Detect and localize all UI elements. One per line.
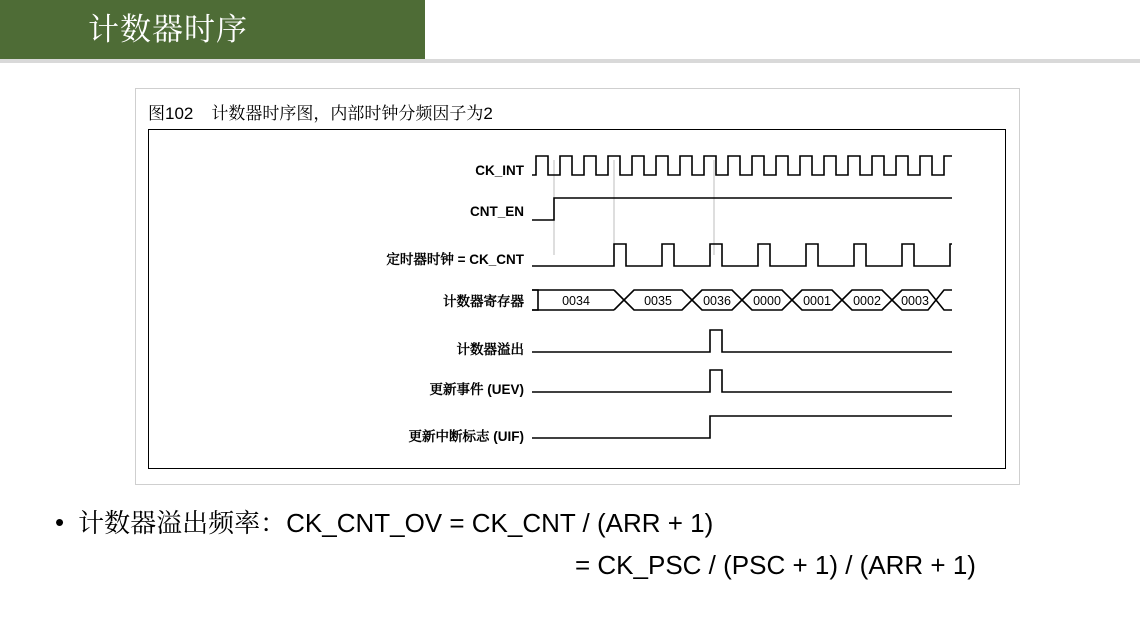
figure-panel xyxy=(135,88,1020,485)
bullet-row xyxy=(55,505,1115,541)
page-title: 计数器时序 xyxy=(88,12,248,47)
bullet-line-2: = CK_PSC / (PSC + 1) / (ARR + 1) xyxy=(575,550,976,580)
signal-label-column xyxy=(149,130,524,470)
bus-value: 0002 xyxy=(853,294,881,308)
bus-value: 0034 xyxy=(562,294,590,308)
label-cnt-en: CNT_EN xyxy=(469,204,524,219)
label-counter-register: 计数器寄存器 xyxy=(443,294,524,309)
wave-counter-register xyxy=(532,290,952,310)
timing-waveforms-svg xyxy=(532,130,952,470)
wave-update-event xyxy=(532,370,952,392)
wave-cnt-en xyxy=(532,198,952,220)
bus-value: 0000 xyxy=(753,294,781,308)
figure-caption-number: 图102 xyxy=(148,104,194,123)
figure-caption-text: 计数器时序图，内部时钟分频因子为2 xyxy=(211,104,493,123)
wave-update-interrupt-flag xyxy=(532,416,952,438)
bus-value: 0001 xyxy=(803,294,831,308)
figure-caption xyxy=(148,99,493,124)
bus-value: 0003 xyxy=(901,294,929,308)
label-counter-overflow: 计数器溢出 xyxy=(456,342,524,357)
timing-diagram-frame xyxy=(148,129,1006,469)
bus-value: 0036 xyxy=(703,294,731,308)
label-ck-cnt: 定时器时钟 = CK_CNT xyxy=(386,252,524,267)
bullet-marker: • xyxy=(55,507,65,537)
label-update-interrupt: 更新中断标志 (UIF) xyxy=(408,429,524,444)
label-ck-int: CK_INT xyxy=(475,163,524,178)
bullet-line-1: 计数器溢出频率：CK_CNT_OV = CK_CNT / (ARR + 1) xyxy=(78,508,714,538)
bus-value: 0035 xyxy=(644,294,672,308)
wave-counter-overflow xyxy=(532,330,952,352)
wave-ck-int xyxy=(532,156,952,175)
slide-title-bar xyxy=(0,0,425,59)
label-update-event: 更新事件 (UEV) xyxy=(429,382,524,397)
waveform-area xyxy=(532,130,952,470)
bullet-block xyxy=(55,505,1115,583)
wave-ck-cnt xyxy=(532,244,952,266)
title-underline xyxy=(0,59,1140,63)
